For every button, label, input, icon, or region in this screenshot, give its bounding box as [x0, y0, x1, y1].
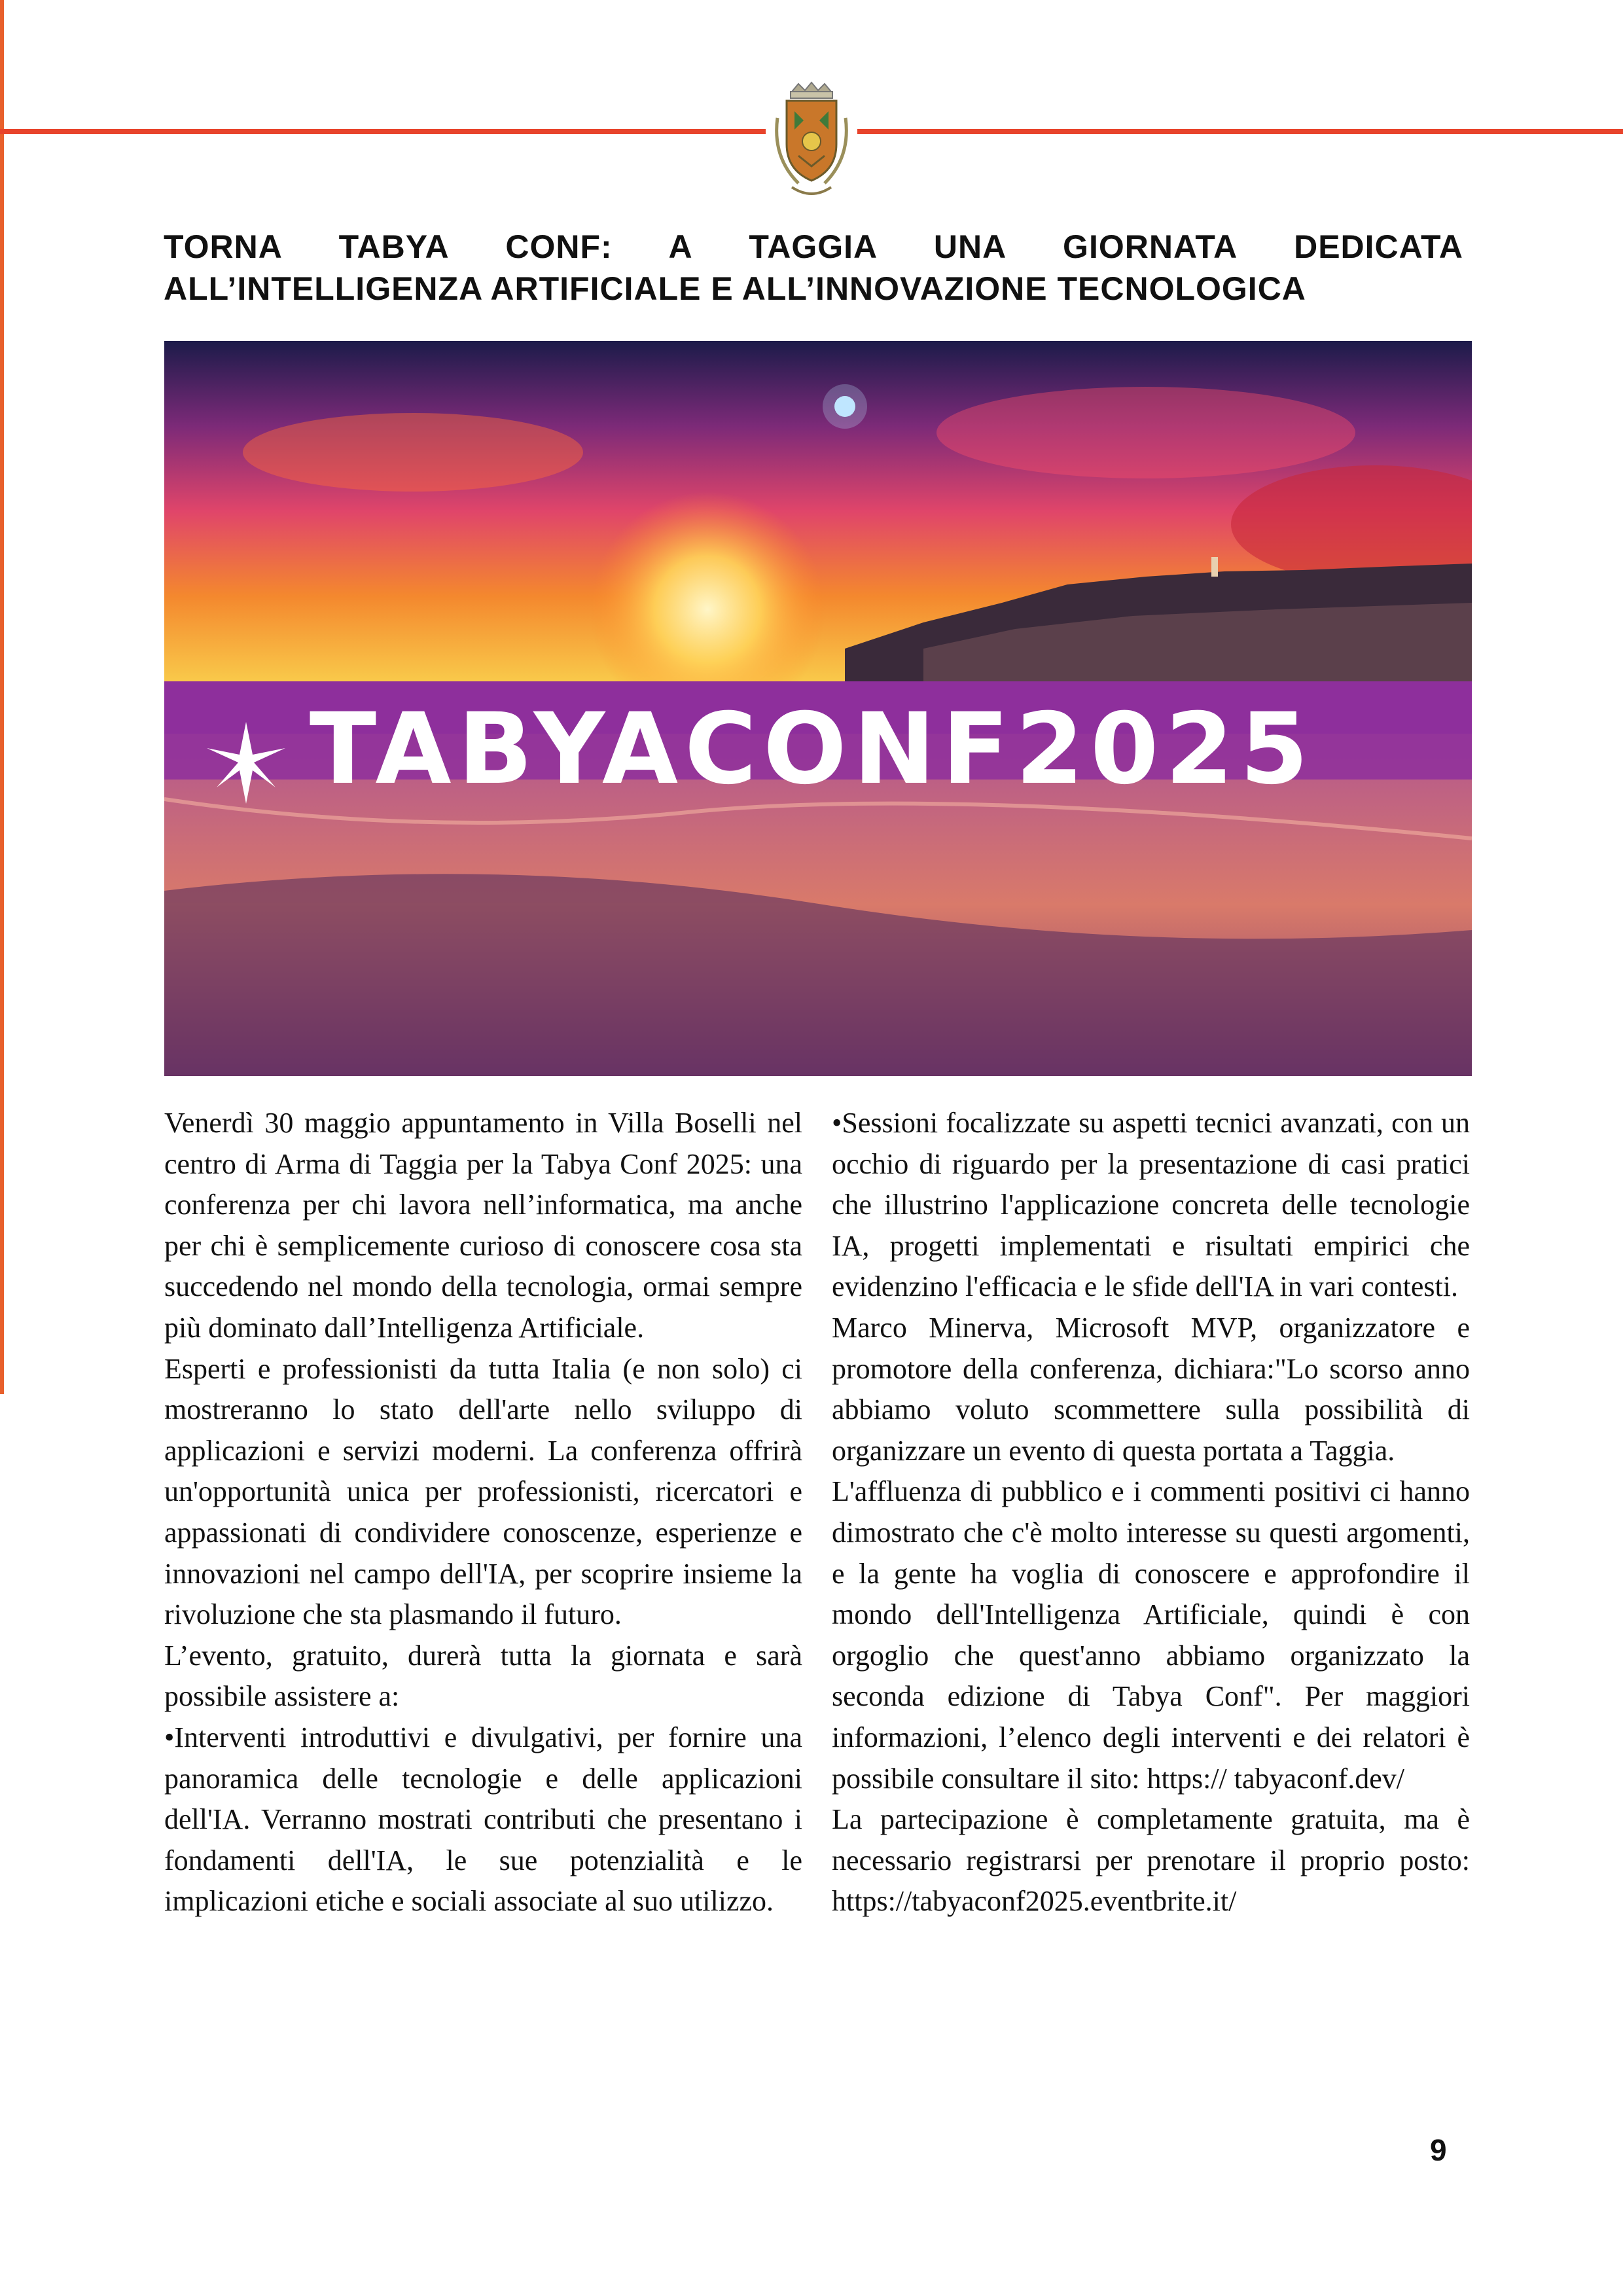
headline-line-2: ALL’INTELLIGENZA ARTIFICIALE E ALL’INNOVAZIONE TECNOLOGICA [164, 270, 1306, 307]
page-number: 9 [1430, 2133, 1447, 2167]
paragraph: Venerdì 30 maggio appuntamento in Villa Boselli nel centro di Arma di Taggia per la Tabya Conf 2025: una conferenza per chi lavora nell’informatica, ma anche per chi è semplicemente curioso di conoscere cosa sta succedendo nel mondo della tecnologia, ormai sempre più dominato dall’Intelligenza Artificiale. [164, 1107, 802, 1344]
bullet-paragraph: •Sessioni focalizzate su aspetti tecnici avanzati, con un occhio di riguardo per la presentazione di casi pratici che illustrino l'applicazione concreta delle tecnologie IA, progetti implementati e risultati empirici che evidenzino l'efficacia e le sfide dell'IA in vari contesti. [832, 1107, 1470, 1303]
header-rule-right [857, 129, 1623, 134]
article-headline [164, 226, 1463, 310]
bullet-paragraph: •Interventi introduttivi e divulgativi, per fornire una panoramica delle tecnologie e delle applicazioni dell'IA. Verranno mostrati contributi che presentano i fondamenti dell'IA, le sue potenzialità e le implicazioni etiche e sociali associate al suo utilizzo. [164, 1721, 802, 1918]
banner-title: TABYACONF2025 [309, 692, 1315, 806]
text-column-left [164, 1103, 802, 1922]
paragraph: L’evento, gratuito, durerà tutta la giornata e sarà possibile assistere a: [164, 1639, 802, 1713]
paragraph: La partecipazione è completamente gratuita, ma è necessario registrarsi per prenotare il proprio posto: https://tabyaconf2025.eventbrite.it/ [832, 1803, 1470, 1918]
municipal-crest-icon [766, 79, 857, 203]
page-edge-line [0, 0, 4, 1394]
header-rule-left [0, 129, 766, 134]
text-column-right [832, 1103, 1470, 1922]
paragraph: Marco Minerva, Microsoft MVP, organizzatore e promotore della conferenza, dichiara:"Lo scorso anno abbiamo voluto scommettere sulla possibilità di organizzare un evento di questa portata a Taggia. [832, 1311, 1470, 1467]
paragraph: L'affluenza di pubblico e i commenti positivi ci hanno dimostrato che c'è molto interesse su questi argomenti, e la gente ha voglia di conoscere e approfondire il mondo dell'Intelligenza Artificiale, quindi è con orgoglio che quest'anno abbiamo organizzato la seconda edizione di Tabya Conf". Per maggiori informazioni, l’elenco degli interventi e dei relatori è possibile consultare il sito: https:// tabyaconf.dev/ [832, 1475, 1470, 1795]
headline-line-1: TORNA TABYA CONF: A TAGGIA UNA GIORNATA DEDICATA [164, 228, 1463, 265]
event-banner-image [164, 341, 1472, 1076]
paragraph: Esperti e professionisti da tutta Italia (e non solo) ci mostreranno lo stato dell'arte nello sviluppo di applicazioni e servizi moderni. La conferenza offrirà un'opportunità unica per professionisti, ricercatori e appassionati di condividere conoscenze, esperienze e innovazioni nel campo dell'IA, per scoprire insieme la rivoluzione che sta plasmando il futuro. [164, 1352, 802, 1631]
